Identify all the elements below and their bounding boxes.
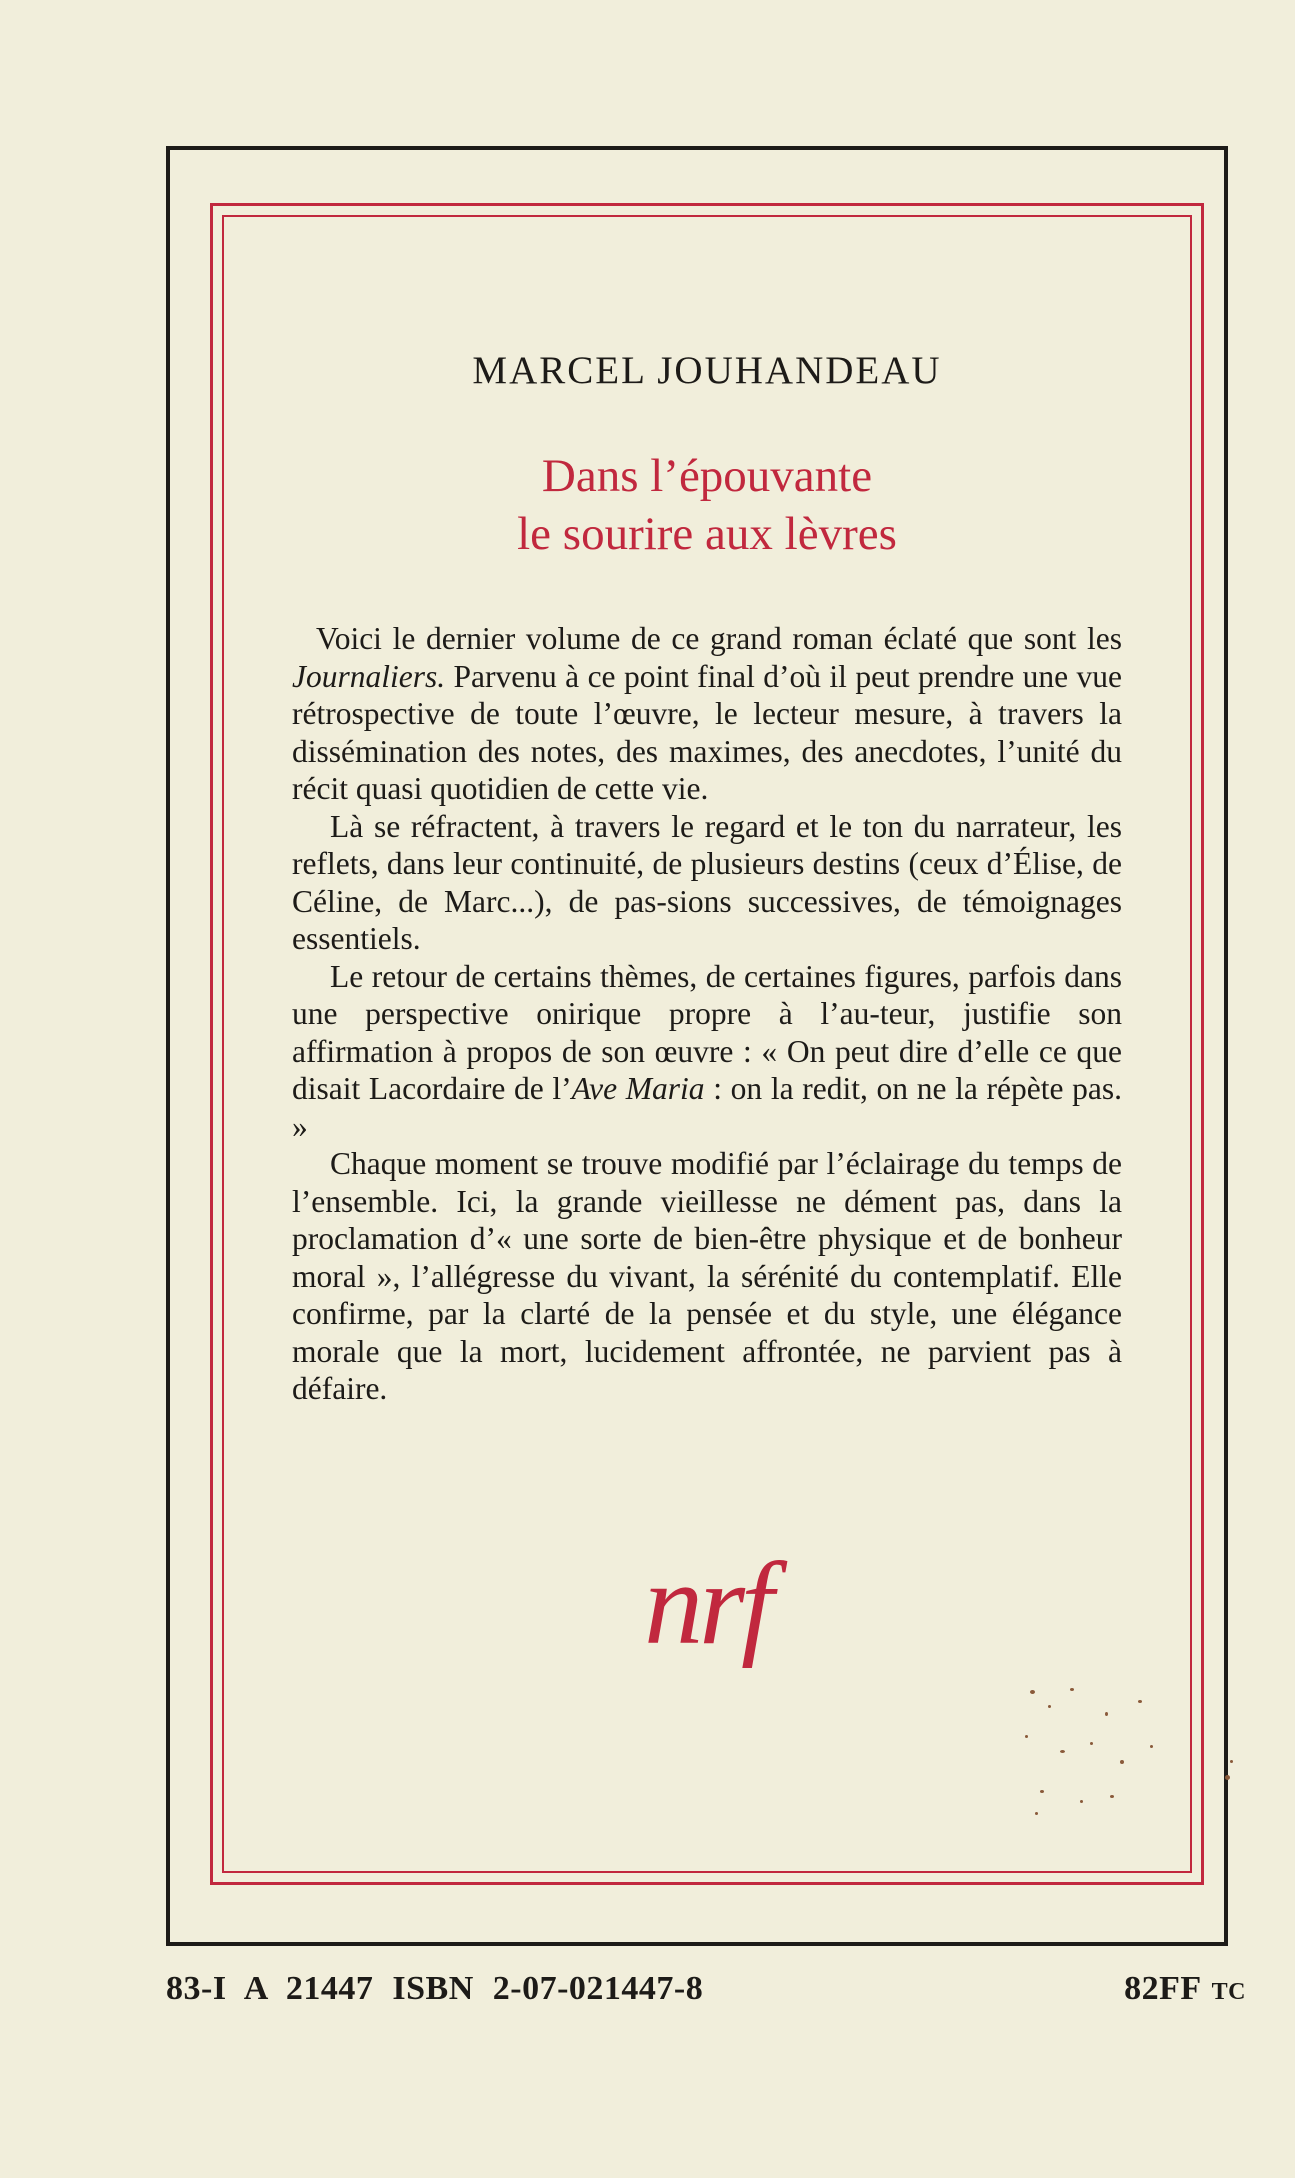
book-title-line-1: Dans l’épouvante	[541, 450, 873, 502]
footer-codes	[166, 1970, 703, 2008]
blurb-p1-italic: Journaliers.	[292, 658, 446, 694]
blurb-paragraph-3	[292, 958, 1122, 1146]
footer-reference: A 21447	[243, 1970, 374, 2007]
blurb-p3-text-a: Le retour de certains thèmes, de certaines figures, parfois dans une perspective onirique propre à l’au-teur, justifie son affirmation à propos de son œuvre : « On peut dire d’elle ce que disait Lacordaire de l’	[292, 958, 1122, 1106]
blurb-p1-text-b: Parvenu à ce point final d’où il peut prendre une vue rétrospective de toute l’œuvre, le lecteur mesure, à travers la dissémination des notes, des maximes, des anecdotes, l’unité du récit quasi quotidien de cette vie.	[292, 658, 1122, 806]
back-cover-panel	[222, 215, 1192, 1873]
blurb-paragraph-2: Là se réfractent, à travers le regard et le ton du narrateur, les reflets, dans leur continuité, de plusieurs destins (ceux d’Élise, de Céline, de Marc...), de pas-sions successives, de témoignages essentiels.	[292, 808, 1122, 956]
footer-code: 83-I	[166, 1970, 227, 2007]
blurb-p3-italic: Ave Maria	[571, 1071, 705, 1106]
blurb-p1-text-a: Voici le dernier volume de ce grand roman éclaté que sont les	[316, 621, 1122, 656]
nrf-logo: nrf	[644, 1538, 770, 1669]
author-name: MARCEL JOUHANDEAU	[472, 349, 942, 392]
book-title-line-2: le sourire aux lèvres	[517, 508, 897, 560]
footer-price: 82FF	[1124, 1970, 1202, 2007]
blurb-p3-text-b: : on la redit, on ne la répète pas. »	[292, 1071, 1123, 1144]
footer-isbn: ISBN 2-07-021447-8	[392, 1970, 704, 2007]
book-title	[222, 447, 1192, 563]
blurb-paragraph-1	[292, 620, 1122, 808]
blurb-text	[292, 620, 1122, 1408]
footer-price-block	[1124, 1970, 1246, 2008]
footer-price-suffix: TC	[1211, 1979, 1246, 2005]
blurb-paragraph-4: Chaque moment se trouve modifié par l’éclairage du temps de l’ensemble. Ici, la grande vieillesse ne dément pas, dans la proclamation d’« une sorte de bien-être physique et de bonheur moral », l’allégresse du vivant, la sérénité du contemplatif. Elle confirme, par la clarté de la pensée et du style, une élégance morale que la mort, lucidement affrontée, ne parvient pas à défaire.	[292, 1146, 1122, 1406]
